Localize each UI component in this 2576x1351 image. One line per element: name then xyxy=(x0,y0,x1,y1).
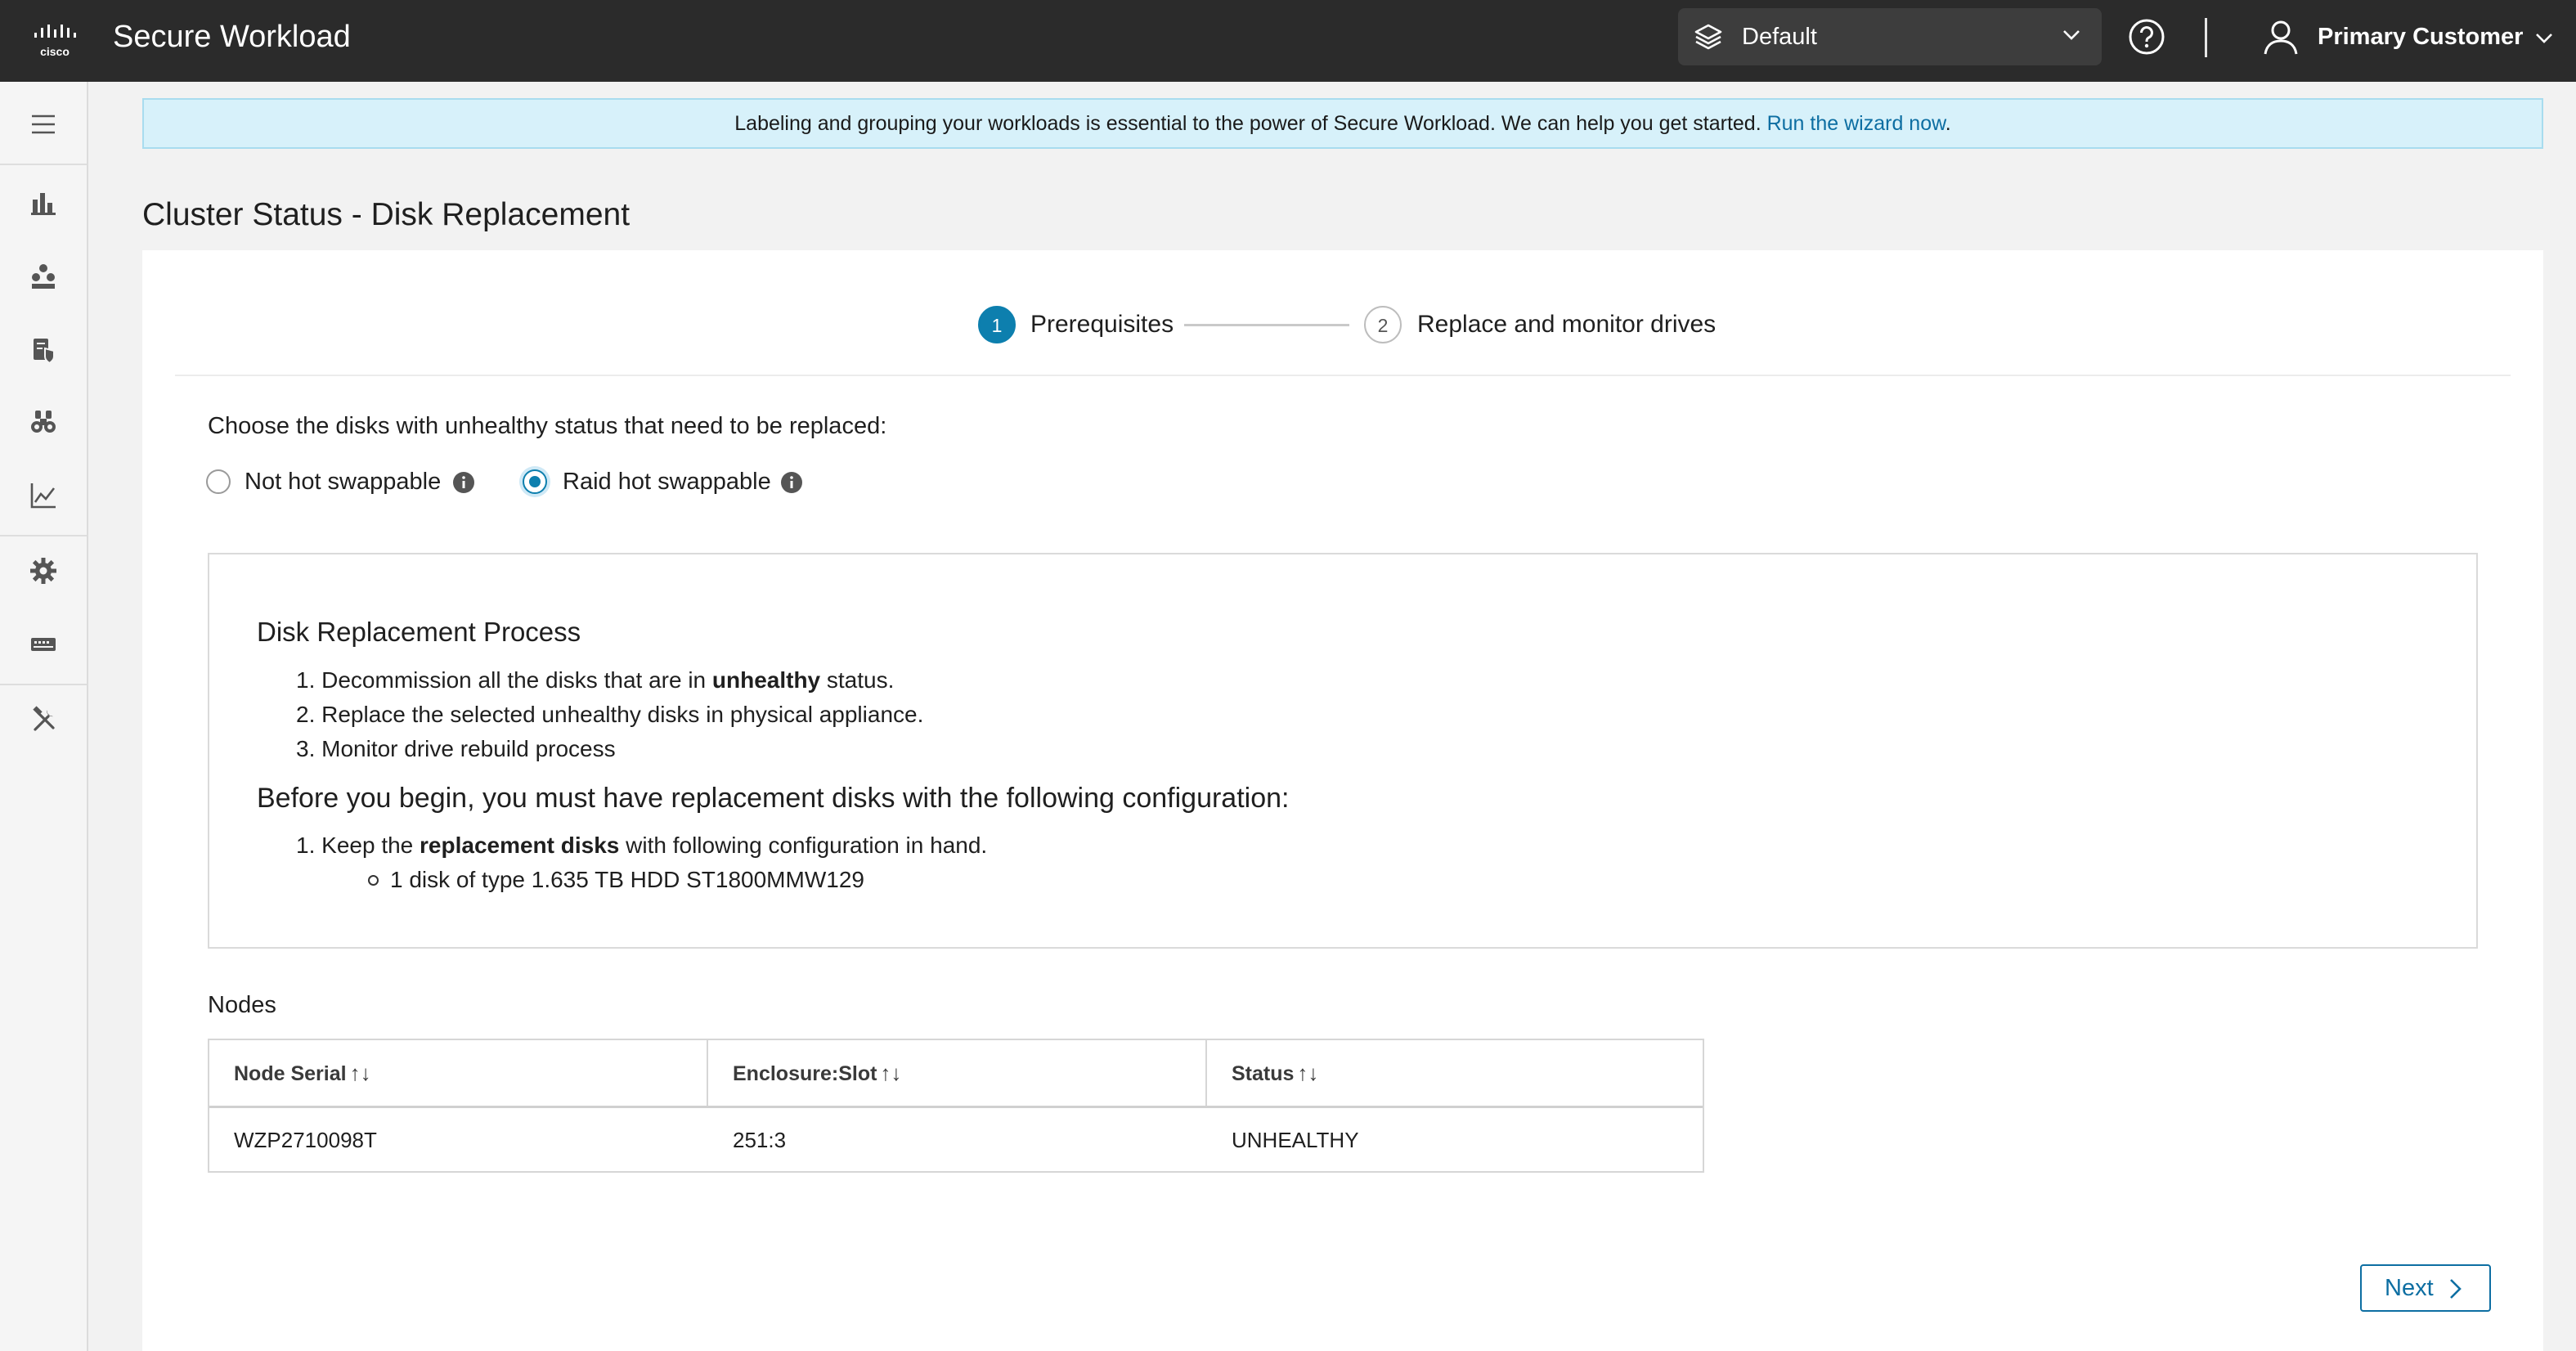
requirement-1: 1. Keep the replacement disks with following configuration in hand. xyxy=(296,833,988,858)
step-1-indicator: 1 xyxy=(978,306,1016,343)
process-step-3: 3. Monitor drive rebuild process xyxy=(296,736,616,761)
nodes-table xyxy=(208,1039,1704,1173)
scope-label: Default xyxy=(1742,24,1817,50)
next-button-label: Next xyxy=(2385,1275,2434,1301)
column-header-node-serial[interactable]: Node Serial ↑↓ xyxy=(234,1061,371,1085)
server-icon[interactable] xyxy=(0,608,87,680)
banner-text: Labeling and grouping your workloads is essential to the power of Secure Workload. We can help you get started. xyxy=(734,112,1767,135)
topbar-divider xyxy=(2205,18,2207,57)
svg-text:cisco: cisco xyxy=(40,45,70,58)
sidebar-divider xyxy=(0,164,87,165)
binoculars-icon[interactable] xyxy=(0,386,87,458)
info-icon[interactable] xyxy=(780,471,803,494)
stepper-connector xyxy=(1184,324,1349,326)
chevron-down-icon xyxy=(2061,25,2082,46)
sort-icon[interactable]: ↑↓ xyxy=(349,1061,371,1085)
step-2-label: Replace and monitor drives xyxy=(1417,311,1717,338)
line-chart-icon[interactable] xyxy=(0,460,87,532)
table-cell-enclosure-slot: 251:3 xyxy=(733,1128,787,1152)
not-hot-swappable-label[interactable]: Not hot swappable xyxy=(245,469,442,495)
nodes-heading: Nodes xyxy=(208,992,276,1018)
tools-icon[interactable] xyxy=(0,684,87,756)
banner-suffix: . xyxy=(1945,112,1951,135)
sidebar xyxy=(0,82,88,1351)
bar-chart-icon[interactable] xyxy=(0,167,87,239)
bullet-icon xyxy=(368,875,379,886)
process-step-1: 1. Decommission all the disks that are in unhealthy status. xyxy=(296,667,895,693)
sort-icon[interactable]: ↑↓ xyxy=(880,1061,902,1085)
table-cell-status: UNHEALTHY xyxy=(1232,1128,1359,1152)
column-header-enclosure-slot[interactable]: Enclosure:Slot ↑↓ xyxy=(733,1061,902,1085)
hamburger-menu-icon[interactable] xyxy=(0,88,87,160)
scope-selector[interactable] xyxy=(1678,8,2102,65)
process-step-2: 2. Replace the selected unhealthy disks in physical appliance. xyxy=(296,702,924,727)
app-title: Secure Workload xyxy=(113,20,351,54)
top-bar xyxy=(0,0,2576,82)
policy-shield-icon[interactable] xyxy=(0,314,87,386)
gear-icon[interactable] xyxy=(0,535,87,607)
onboarding-banner xyxy=(142,98,2543,149)
layers-icon xyxy=(1693,21,1724,52)
run-wizard-link[interactable]: Run the wizard now xyxy=(1766,112,1945,135)
table-cell-node-serial: WZP2710098T xyxy=(234,1128,377,1152)
next-button[interactable] xyxy=(2360,1264,2491,1312)
user-icon[interactable] xyxy=(2262,18,2300,56)
disk-spec: 1 disk of type 1.635 TB HDD ST1800MMW129 xyxy=(390,867,864,892)
step-1-label: Prerequisites xyxy=(1030,311,1174,338)
chevron-right-icon xyxy=(2445,1277,2465,1300)
column-header-status[interactable]: Status ↑↓ xyxy=(1232,1061,1319,1085)
user-menu-name[interactable]: Primary Customer xyxy=(2318,24,2524,50)
page-title: Cluster Status - Disk Replacement xyxy=(142,197,631,232)
stepper-divider xyxy=(175,375,2511,376)
process-title: Disk Replacement Process xyxy=(257,617,581,647)
raid-hot-swappable-radio[interactable] xyxy=(523,469,547,494)
organize-icon[interactable] xyxy=(0,240,87,312)
step-2-indicator: 2 xyxy=(1364,306,1402,343)
disk-selection-instruction: Choose the disks with unhealthy status that need to be replaced: xyxy=(208,413,887,439)
cisco-logo xyxy=(33,23,96,59)
help-icon[interactable] xyxy=(2128,18,2165,56)
raid-hot-swappable-label[interactable]: Raid hot swappable xyxy=(563,469,771,495)
sort-icon[interactable]: ↑↓ xyxy=(1297,1061,1319,1085)
info-icon[interactable] xyxy=(452,471,475,494)
before-you-begin-heading: Before you begin, you must have replacement disks with the following configuration: xyxy=(257,783,1290,814)
chevron-down-icon[interactable] xyxy=(2533,28,2555,49)
not-hot-swappable-radio[interactable] xyxy=(206,469,231,494)
